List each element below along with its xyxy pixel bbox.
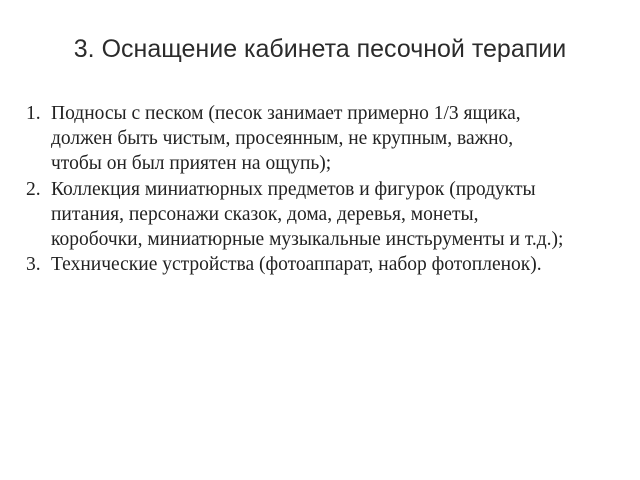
list-item-number: 2. xyxy=(26,178,41,200)
list-item xyxy=(26,101,626,177)
list-item-line: чтобы он был приятен на ощупь); xyxy=(51,153,332,175)
list-item-line: питания, персонажи сказок, дома, деревья, монеты, xyxy=(51,203,479,225)
list-item-number: 3. xyxy=(26,254,41,276)
slide-title: 3. Оснащение кабинета песочной терапии xyxy=(73,35,567,63)
list-item-line: Подносы с песком (песок занимает примерно 1/3 ящика, xyxy=(51,103,521,124)
list-item-line: должен быть чистым, просеянным, не крупным, важно, xyxy=(51,128,514,150)
list-item xyxy=(26,177,626,253)
list-item-line: коробочки, миниатюрные музыкальные инстьрументы и т.д.); xyxy=(51,229,564,251)
list-item-line: Коллекция миниатюрных предметов и фигурок (продукты xyxy=(51,178,536,200)
list-item-number: 1. xyxy=(26,103,41,124)
list-item-line: Технические устройства (фотоаппарат, набор фотопленок). xyxy=(51,254,542,276)
list-item xyxy=(26,252,626,277)
equipment-list xyxy=(26,101,626,277)
